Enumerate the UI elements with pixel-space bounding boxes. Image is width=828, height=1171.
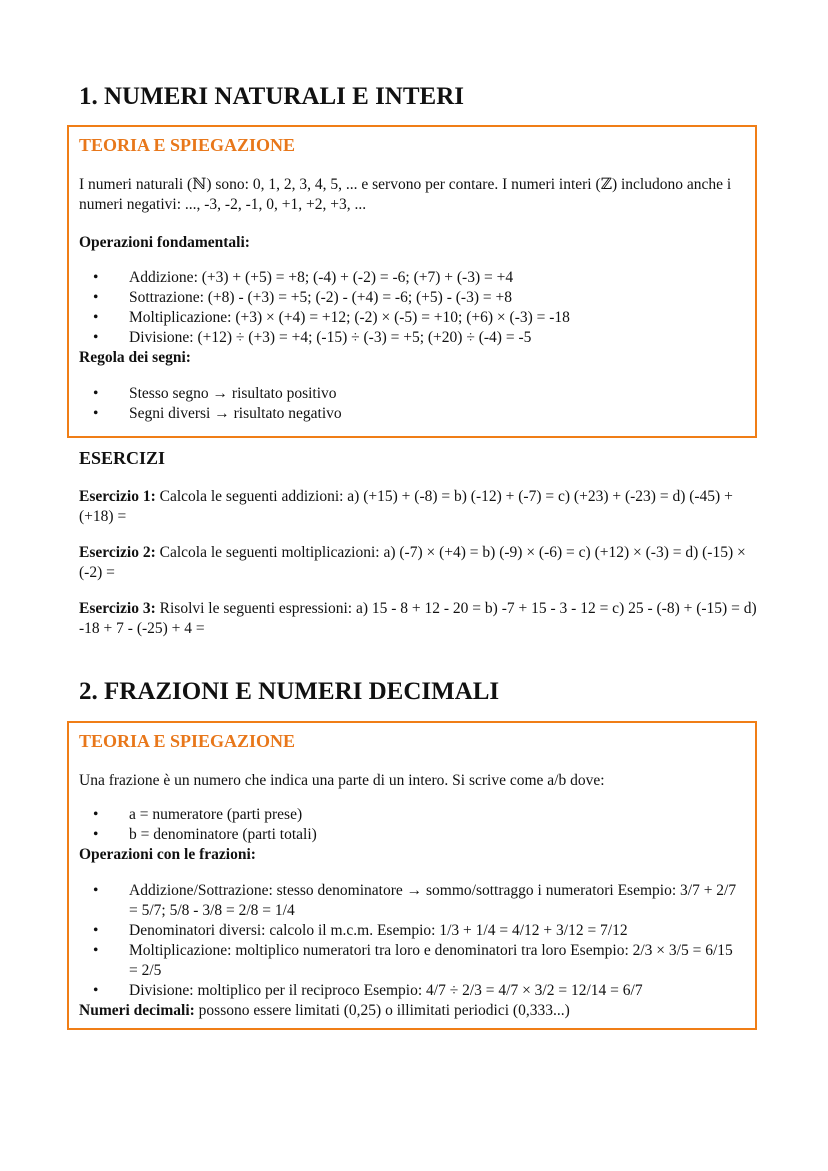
bullet-icon: • — [93, 269, 99, 286]
fraction-ops-title: Operazioni con le frazioni: — [79, 846, 256, 863]
bullet-icon: • — [93, 942, 99, 959]
bullet-icon: • — [93, 329, 99, 346]
bullet-icon: • — [93, 922, 99, 939]
exercise-3: Esercizio 3: Risolvi le seguenti espressioni: a) 15 - 8 + 12 - 20 = b) -7 + 15 - 3 - 12 = c) 25 - (-8) + (-15) = d) -18 + 7 - (-25) + 4 = — [79, 600, 757, 637]
fraction-parts-list — [79, 805, 745, 845]
bullet-icon: • — [93, 826, 99, 843]
sign-rules-title: Regola dei segni: — [79, 349, 191, 366]
bullet-icon: • — [93, 405, 99, 422]
list-item: • Addizione: (+3) + (+5) = +8; (-4) + (-2) = -6; (+7) + (-3) = +4 — [93, 269, 514, 286]
exercises-section — [79, 448, 759, 639]
list-item: • Moltiplicazione: moltiplico numeratori tra loro e denominatori tra loro Esempio: 2/3 × 3/5 = 6/15 = 2/5 — [93, 942, 733, 979]
list-item: • a = numeratore (parti prese) — [93, 806, 303, 823]
fundamental-ops-list — [79, 268, 745, 348]
bullet-icon: • — [93, 806, 99, 823]
fraction-ops-list — [79, 881, 745, 1001]
fractions-intro: Una frazione è un numero che indica una parte di un intero. Si scrive come a/b dove: — [79, 772, 605, 789]
exercise-1: Esercizio 1: Calcola le seguenti addizioni: a) (+15) + (-8) = b) (-12) + (-7) = c) (+23) + (-23) = d) (-45) + (+18) = — [79, 488, 733, 525]
theory-box-2-title: TEORIA E SPIEGAZIONE — [79, 731, 296, 751]
exercises-title: ESERCIZI — [79, 448, 166, 468]
decimals-note: Numeri decimali: possono essere limitati (0,25) o illimitati periodici (0,333...) — [79, 1002, 570, 1019]
exercise-2: Esercizio 2: Calcola le seguenti moltiplicazioni: a) (-7) × (+4) = b) (-9) × (-6) = c) (+12) × (-3) = d) (-15) × (-2) = — [79, 544, 746, 581]
fundamental-ops-title: Operazioni fondamentali: — [79, 234, 250, 251]
list-item: • b = denominatore (parti totali) — [93, 826, 317, 843]
bullet-icon: • — [93, 882, 99, 899]
bullet-icon: • — [93, 982, 99, 999]
list-item: • Segni diversi → risultato negativo — [93, 405, 342, 422]
list-item: • Moltiplicazione: (+3) × (+4) = +12; (-2) × (-5) = +10; (+6) × (-3) = -18 — [93, 309, 570, 326]
theory-box-2 — [67, 721, 757, 1030]
list-item: • Stesso segno → risultato positivo — [93, 385, 337, 402]
list-item: • Sottrazione: (+8) - (+3) = +5; (-2) - (+4) = -6; (+5) - (-3) = +8 — [93, 289, 512, 306]
bullet-icon: • — [93, 385, 99, 402]
bullet-icon: • — [93, 289, 99, 306]
section-1-heading: 1. NUMERI NATURALI E INTERI — [79, 83, 464, 110]
list-item: • Addizione/Sottrazione: stesso denominatore → sommo/sottraggo i numeratori Esempio: 3/7 + 2/7 = 5/7; 5/8 - 3/8 = 2/8 = 1/4 — [93, 882, 737, 919]
theory-box-1-title: TEORIA E SPIEGAZIONE — [79, 135, 296, 155]
integers-intro: I numeri naturali (ℕ) sono: 0, 1, 2, 3, 4, 5, ... e servono per contare. I numeri interi (ℤ) includono anche i numeri negativi: ..., -3, -2, -1, 0, +1, +2, +3, ... — [79, 176, 732, 213]
bullet-icon: • — [93, 309, 99, 326]
list-item: • Denominatori diversi: calcolo il m.c.m. Esempio: 1/3 + 1/4 = 4/12 + 3/12 = 7/12 — [93, 922, 628, 939]
sign-rules-list — [79, 384, 745, 424]
list-item: • Divisione: moltiplico per il reciproco Esempio: 4/7 ÷ 2/3 = 4/7 × 3/2 = 12/14 = 6/7 — [93, 982, 643, 999]
list-item: • Divisione: (+12) ÷ (+3) = +4; (-15) ÷ (-3) = +5; (+20) ÷ (-4) = -5 — [93, 329, 532, 346]
theory-box-1 — [67, 125, 757, 438]
section-2-heading: 2. FRAZIONI E NUMERI DECIMALI — [79, 678, 500, 705]
